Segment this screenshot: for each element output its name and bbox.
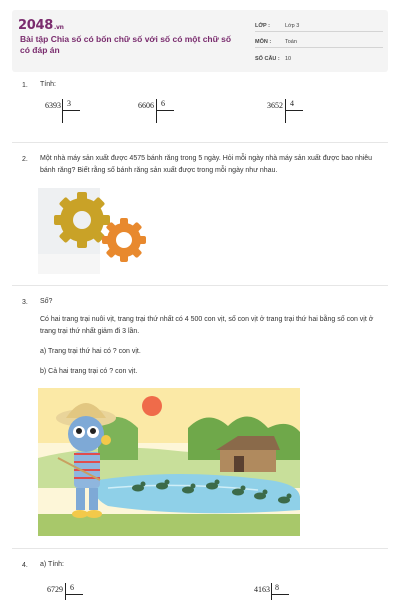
question-3-part-b: b) Cả hai trang trại có ? con vịt. <box>40 368 138 375</box>
question-1-prompt: Tính: <box>40 81 56 88</box>
division-dividend: 6606 <box>138 101 154 110</box>
worksheet-meta <box>255 16 383 64</box>
division-bar <box>271 583 272 600</box>
logo-text: 2048 <box>18 18 53 33</box>
question-divider <box>12 285 388 286</box>
meta-value: Lớp 3 <box>285 23 300 29</box>
gears-icon <box>38 188 150 274</box>
meta-row-question-count <box>255 48 383 64</box>
site-logo[interactable] <box>18 18 64 33</box>
division-dividend: 3652 <box>267 101 283 110</box>
division-bar <box>62 99 63 123</box>
question-3-text: Có hai trang trại nuôi vịt, trang trại thứ nhất có 4 500 con vịt, số con vịt ở trang trại thứ hai bằng số con vịt ở trang trại thứ nhất giảm đi 3 lần. <box>40 316 374 335</box>
meta-value: 10 <box>285 56 292 62</box>
question-divider <box>12 548 388 549</box>
question-2-number: 2. <box>22 156 28 163</box>
question-4-number: 4. <box>22 562 28 569</box>
worksheet-header <box>12 10 388 72</box>
logo-tld: .vn <box>53 24 64 31</box>
division-divisor: 6 <box>70 583 74 592</box>
division-underline <box>62 110 80 111</box>
question-3-part-a: a) Trang trại thứ hai có ? con vịt. <box>40 348 141 355</box>
division-dividend: 6729 <box>47 585 63 594</box>
meta-label: SỐ CÂU : <box>255 56 280 62</box>
worksheet-title: Bài tập Chia số có bốn chữ số với số có một chữ số có đáp án <box>20 34 232 55</box>
division-divisor: 3 <box>67 99 71 108</box>
question-3-prompt: Số? <box>40 298 53 305</box>
question-1-number: 1. <box>22 82 28 89</box>
question-3-number: 3. <box>22 299 28 306</box>
division-divisor: 8 <box>275 583 279 592</box>
division-bar <box>285 99 286 123</box>
sun-icon <box>142 396 162 416</box>
division-underline <box>65 594 83 595</box>
meta-value: Toán <box>285 39 297 45</box>
duck-farm-illustration <box>38 388 300 536</box>
meta-row-grade <box>255 16 383 32</box>
division-bar <box>65 583 66 600</box>
question-divider <box>12 142 388 143</box>
meta-label: MÔN : <box>255 39 272 45</box>
division-divisor: 6 <box>161 99 165 108</box>
division-underline <box>271 594 289 595</box>
meta-label: LỚP : <box>255 23 270 29</box>
division-dividend: 4163 <box>254 585 270 594</box>
division-underline <box>285 110 303 111</box>
division-dividend: 6393 <box>45 101 61 110</box>
question-4-prompt: a) Tính: <box>40 561 64 568</box>
division-bar <box>156 99 157 123</box>
question-2-text: Một nhà máy sản xuất được 4575 bánh răng trong 5 ngày. Hỏi mỗi ngày nhà máy sản xuất được bao nhiêu bánh răng? Biết rằng số bánh răng sản xuất được trong mỗi ngày như nhau. <box>40 155 373 174</box>
meta-row-subject <box>255 32 383 48</box>
division-divisor: 4 <box>290 99 294 108</box>
division-underline <box>156 110 174 111</box>
